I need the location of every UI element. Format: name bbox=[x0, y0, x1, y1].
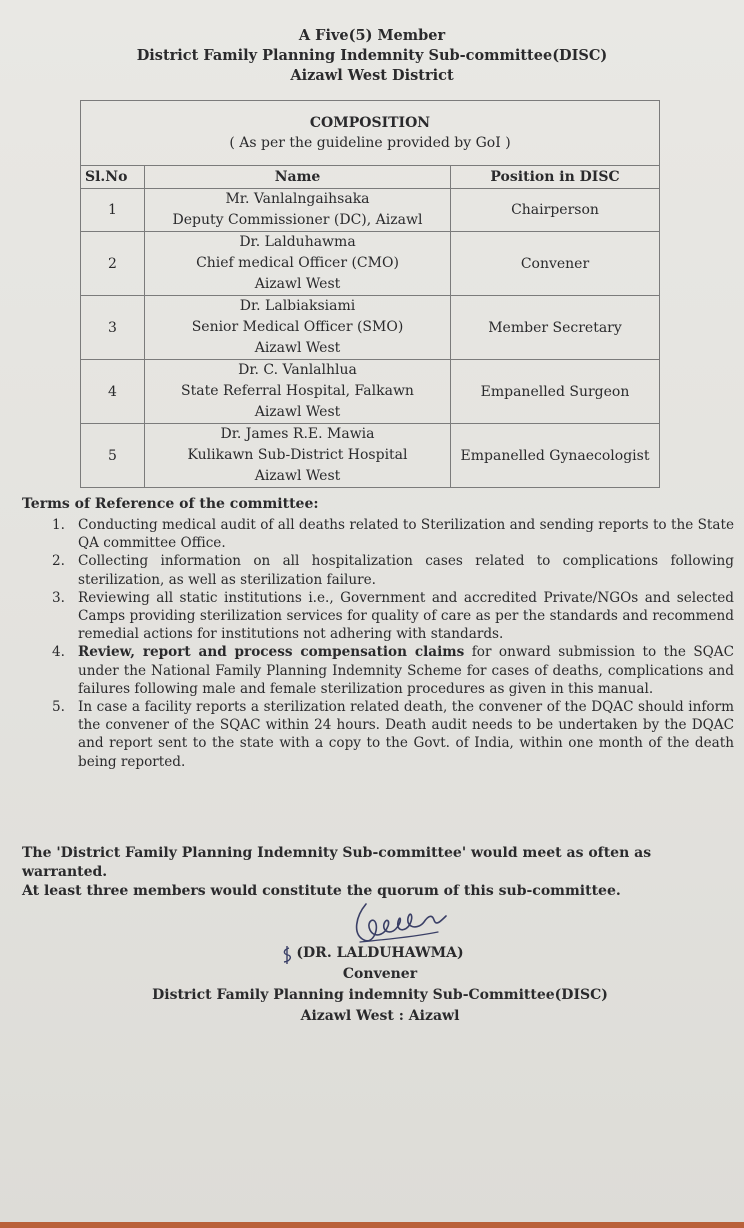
item-number: 2. bbox=[52, 553, 65, 570]
cell-name bbox=[145, 232, 451, 296]
cell-name bbox=[145, 189, 451, 232]
cell-position: Chairperson bbox=[451, 189, 660, 232]
table-row bbox=[81, 189, 660, 232]
item-text: Conducting medical audit of all deaths related to Sterilization and sending reports to the State QA committee Office. bbox=[78, 517, 734, 552]
note-line-1: The 'District Family Planning Indemnity Sub-committee' would meet as often as warranted. bbox=[22, 845, 652, 880]
table-header-row bbox=[81, 166, 660, 189]
name-line: Mr. Vanlalngaihsaka bbox=[225, 191, 370, 207]
cell-slno: 5 bbox=[81, 424, 145, 488]
item-bold-text: Review, report and process compensation claims bbox=[78, 644, 465, 661]
terms-title: Terms of Reference of the committee: bbox=[22, 496, 319, 512]
header-line-1: A Five(5) Member bbox=[298, 27, 446, 44]
signature-block bbox=[120, 943, 640, 1027]
list-item bbox=[22, 698, 734, 771]
name-line: Dr. James R.E. Mawia bbox=[220, 426, 375, 442]
cell-name bbox=[145, 296, 451, 360]
name-line: Aizawl West bbox=[254, 468, 341, 484]
name-line: Aizawl West bbox=[254, 276, 341, 292]
cell-slno: 1 bbox=[81, 189, 145, 232]
signatory-role: Convener bbox=[342, 966, 418, 982]
table-caption bbox=[81, 101, 660, 166]
table-row bbox=[81, 424, 660, 488]
name-line: Chief medical Officer (CMO) bbox=[196, 255, 399, 271]
cell-position: Empanelled Gynaecologist bbox=[451, 424, 660, 488]
table-row bbox=[81, 296, 660, 360]
cell-name bbox=[145, 424, 451, 488]
list-item bbox=[22, 552, 734, 588]
list-item bbox=[22, 643, 734, 698]
page-bottom-edge bbox=[0, 1222, 744, 1228]
name-line: Kulikawn Sub-District Hospital bbox=[187, 447, 408, 463]
name-line: Aizawl West bbox=[254, 404, 341, 420]
name-line: State Referral Hospital, Falkawn bbox=[181, 383, 414, 399]
item-number: 1. bbox=[52, 517, 65, 533]
table-row bbox=[81, 232, 660, 296]
signatory-org: District Family Planning indemnity Sub-Committee(DISC) bbox=[152, 987, 608, 1003]
header-line-2: District Family Planning Indemnity Sub-committee(DISC) bbox=[136, 47, 608, 64]
col-header-slno: Sl.No bbox=[81, 166, 145, 189]
name-line: Dr. Lalbiaksiami bbox=[239, 298, 356, 314]
item-number: 3. bbox=[52, 589, 65, 606]
item-text: for onward submission to the SQAC under the National Family Planning Indemnity Scheme for cases of deaths, complications and failures following male and female sterilization procedures as given in this manual. bbox=[78, 644, 735, 697]
composition-table bbox=[80, 100, 660, 488]
col-header-position: Position in DISC bbox=[451, 166, 660, 189]
name-line: Deputy Commissioner (DC), Aizawl bbox=[172, 212, 423, 228]
signatory-name: (DR. LALDUHAWMA) bbox=[296, 945, 464, 961]
item-number: 4. bbox=[52, 644, 65, 661]
caption-title: COMPOSITION bbox=[309, 115, 431, 131]
cell-position: Convener bbox=[451, 232, 660, 296]
table-row bbox=[81, 360, 660, 424]
signatory-place: Aizawl West : Aizawl bbox=[300, 1008, 460, 1024]
col-header-name: Name bbox=[145, 166, 451, 189]
list-item bbox=[22, 516, 734, 552]
note-line-2: At least three members would constitute the quorum of this sub-committee. bbox=[22, 883, 621, 899]
name-line: Aizawl West bbox=[254, 340, 341, 356]
cell-position: Member Secretary bbox=[451, 296, 660, 360]
list-item bbox=[22, 589, 734, 644]
name-line: Dr. Lalduhawma bbox=[239, 234, 356, 250]
cell-position: Empanelled Surgeon bbox=[451, 360, 660, 424]
committee-note bbox=[22, 844, 734, 901]
item-text: Collecting information on all hospitalization cases related to complications following sterilization, as well as sterilization failure. bbox=[78, 553, 734, 588]
item-text: In case a facility reports a sterilization related death, the convener of the DQAC should inform the convener of the SQAC within 24 hours. Death audit needs to be undertaken by the DQAC and report sent to the state with a copy to the Govt. of India, within one month of the death being reported. bbox=[78, 699, 734, 770]
document-header bbox=[0, 26, 744, 86]
item-text: Reviewing all static institutions i.e., Government and accredited Private/NGOs and selected Camps providing sterilization services for quality of care as per the standards and recommend remedial actions for institutions not adhering with standards. bbox=[78, 589, 734, 643]
cell-slno: 2 bbox=[81, 232, 145, 296]
item-number: 5. bbox=[52, 699, 65, 716]
header-line-3: Aizawl West District bbox=[290, 67, 454, 84]
name-line: Dr. C. Vanlalhlua bbox=[238, 362, 357, 378]
cell-slno: 4 bbox=[81, 360, 145, 424]
cell-name bbox=[145, 360, 451, 424]
caption-subtitle: ( As per the guideline provided by GoI ) bbox=[229, 135, 511, 151]
cell-slno: 3 bbox=[81, 296, 145, 360]
name-line: Senior Medical Officer (SMO) bbox=[191, 319, 404, 335]
terms-list bbox=[22, 516, 734, 771]
